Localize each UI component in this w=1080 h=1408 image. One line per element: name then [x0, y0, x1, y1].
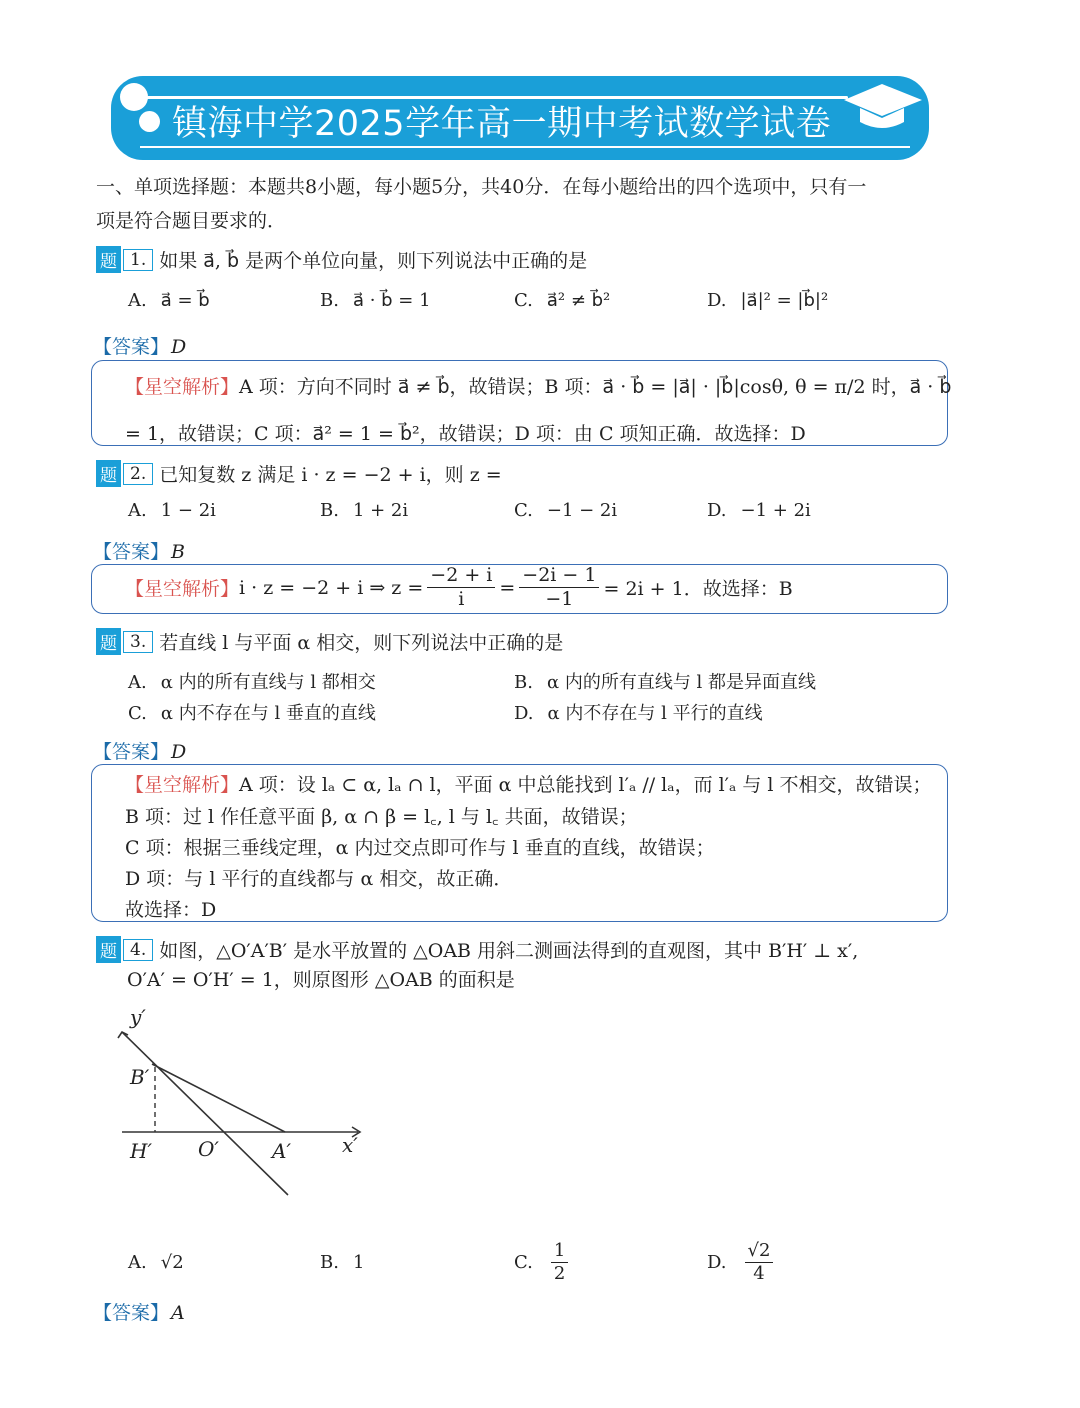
label-x-axis: x′ [342, 1133, 358, 1157]
section-intro: 一、单项选择题：本题共8小题，每小题5分，共40分．在每小题给出的四个选项中，只有一 [96, 176, 867, 198]
question-tag: 题 [96, 246, 121, 273]
section-intro-cont: 项是符合题目要求的． [96, 210, 287, 232]
equals-sign: = [499, 576, 516, 599]
answer-label: 【答案】 [93, 336, 170, 358]
analysis-label: 【星空解析】 [125, 774, 240, 796]
fraction-numerator: √2 [745, 1242, 774, 1263]
question-3 [96, 628, 563, 655]
analysis-line [125, 566, 793, 609]
option-label: D. [707, 290, 727, 311]
question-number: 3. [123, 631, 153, 653]
option-label: B. [320, 1252, 339, 1273]
analysis-line: 故选择：D [125, 899, 217, 921]
label-a: A′ [272, 1139, 291, 1163]
option-label: C. [514, 500, 533, 521]
option-text: α 内的所有直线与 l 都是异面直线 [546, 672, 817, 693]
segment-a-b [152, 1064, 285, 1132]
answer-line [93, 737, 186, 764]
question-tag: 题 [96, 628, 121, 655]
answer-label: 【答案】 [93, 741, 170, 763]
analysis-line: = 1，故错误；C 项：a⃗² = 1 = b⃗²，故错误；D 项：由 C 项知正确．故选择：D [125, 423, 806, 445]
analysis-label: 【星空解析】 [125, 578, 240, 600]
option-label: C. [514, 1252, 533, 1273]
fraction-denominator: −1 [545, 588, 574, 610]
question-stem: 如图，△O′A′B′ 是水平放置的 △OAB 用斜二测画法得到的直观图，其中 B′H′ ⊥ x′, [159, 940, 859, 962]
question-stem: 已知复数 z 满足 i · z = −2 + i，则 z = [159, 464, 502, 486]
analysis-line [125, 372, 951, 399]
option-d [707, 290, 828, 311]
fraction-numerator: 1 [551, 1242, 568, 1263]
option-d [514, 699, 763, 725]
option-text: 1 [352, 1252, 365, 1273]
fraction [519, 566, 599, 609]
option-text: −1 + 2i [740, 500, 811, 521]
fraction [427, 566, 495, 609]
question-number: 4. [123, 939, 153, 961]
option-a [128, 500, 216, 521]
option-label: A. [128, 672, 147, 693]
fraction-denominator: 2 [553, 1263, 566, 1284]
option-d [707, 1242, 777, 1283]
option-b [514, 668, 816, 694]
analysis-text: A 项：设 lₐ ⊂ α, lₐ ∩ l，平面 α 中总能找到 l′ₐ // lₐ，而 l′ₐ 与 l 不相交，故错误； [239, 774, 932, 796]
question-2 [96, 460, 502, 487]
analysis-text: i · z = −2 + i ⇒ z = [239, 576, 424, 599]
option-label: B. [320, 500, 339, 521]
option-label: D. [514, 703, 534, 724]
answer-value: D [171, 741, 187, 763]
option-d [707, 500, 811, 521]
y-axis [122, 1032, 288, 1195]
graduation-cap-icon [838, 78, 926, 138]
option-text: α 内的所有直线与 l 都相交 [160, 672, 376, 693]
analysis-line: D 项：与 l 平行的直线都与 α 相交，故正确． [125, 868, 513, 890]
option-label: C. [514, 290, 533, 311]
question-number: 1. [123, 249, 153, 271]
answer-label: 【答案】 [93, 1302, 170, 1324]
question-tag: 题 [96, 460, 121, 487]
analysis-text: = 2i + 1．故选择：B [603, 578, 793, 600]
label-y-axis: y′ [130, 1005, 146, 1029]
analysis-line: B 项：过 l 作任意平面 β, α ∩ β = l꜀, l 与 l꜀ 共面，故错误； [125, 806, 638, 828]
option-label: A. [128, 500, 147, 521]
option-label: B. [320, 290, 339, 311]
answer-line [93, 537, 185, 564]
fraction-numerator: −2 + i [427, 566, 495, 588]
question-tag: 题 [96, 936, 121, 963]
option-text: √2 [160, 1252, 184, 1273]
option-c [514, 500, 617, 521]
answer-value: D [171, 336, 187, 358]
option-label: A. [128, 1252, 147, 1273]
option-text: |a⃗|² = |b⃗|² [740, 290, 829, 311]
analysis-text: A 项：方向不同时 a⃗ ≠ b⃗，故错误；B 项：a⃗ · b⃗ = |a⃗| · |b⃗|cosθ, θ = π/2 时，a⃗ · b⃗ [239, 376, 952, 398]
option-c [128, 699, 376, 725]
question-4 [96, 936, 858, 963]
option-a [128, 668, 376, 694]
option-b [320, 1252, 364, 1273]
banner-decor-dot [120, 83, 148, 111]
question-stem: 如果 a⃗, b⃗ 是两个单位向量，则下列说法中正确的是 [159, 250, 588, 272]
option-text: 1 − 2i [160, 500, 216, 521]
analysis-label: 【星空解析】 [125, 376, 240, 398]
fraction-denominator: i [458, 588, 465, 610]
fraction-numerator: −2i − 1 [519, 566, 599, 588]
banner-decor-line [140, 146, 910, 148]
option-label: D. [707, 500, 727, 521]
answer-line [93, 332, 186, 359]
option-label: C. [128, 703, 147, 724]
option-text: a⃗² ≠ b⃗² [546, 290, 611, 311]
label-b: B′ [130, 1065, 150, 1089]
option-text: α 内不存在与 l 垂直的直线 [160, 703, 376, 724]
analysis-line: C 项：根据三垂线定理，α 内过交点即可作与 l 垂直的直线，故错误； [125, 837, 715, 859]
banner-decor-dot [139, 111, 160, 132]
diagram-svg [112, 1005, 372, 1205]
label-h: H′ [130, 1139, 152, 1163]
analysis-line [125, 770, 932, 797]
option-text: −1 − 2i [546, 500, 618, 521]
option-a [128, 1252, 184, 1273]
answer-label: 【答案】 [93, 541, 170, 563]
option-text: a⃗ · b⃗ = 1 [352, 290, 431, 311]
option-label: B. [514, 672, 533, 693]
answer-value: B [171, 541, 185, 563]
fraction-denominator: 4 [753, 1263, 765, 1284]
question-number: 2. [123, 463, 153, 485]
question-stem: 若直线 l 与平面 α 相交，则下列说法中正确的是 [159, 632, 564, 654]
option-c [514, 1242, 572, 1283]
fraction [551, 1242, 568, 1283]
option-label: A. [128, 290, 147, 311]
question-1 [96, 246, 587, 273]
answer-line [93, 1298, 185, 1325]
option-text: α 内不存在与 l 平行的直线 [547, 703, 763, 724]
option-b [320, 290, 431, 311]
oblique-diagram [112, 1005, 372, 1205]
question-stem-cont: O′A′ = O′H′ = 1，则原图形 △OAB 的面积是 [127, 969, 515, 991]
label-o: O′ [198, 1137, 219, 1161]
option-text: 1 + 2i [352, 500, 409, 521]
page-title: 镇海中学2025学年高一期中考试数学试卷 [172, 104, 832, 144]
fraction [745, 1242, 774, 1283]
option-b [320, 500, 408, 521]
option-label: D. [707, 1252, 727, 1273]
option-a [128, 290, 210, 311]
answer-value: A [171, 1302, 185, 1324]
option-c [514, 290, 610, 311]
option-text: a⃗ = b⃗ [160, 290, 210, 311]
